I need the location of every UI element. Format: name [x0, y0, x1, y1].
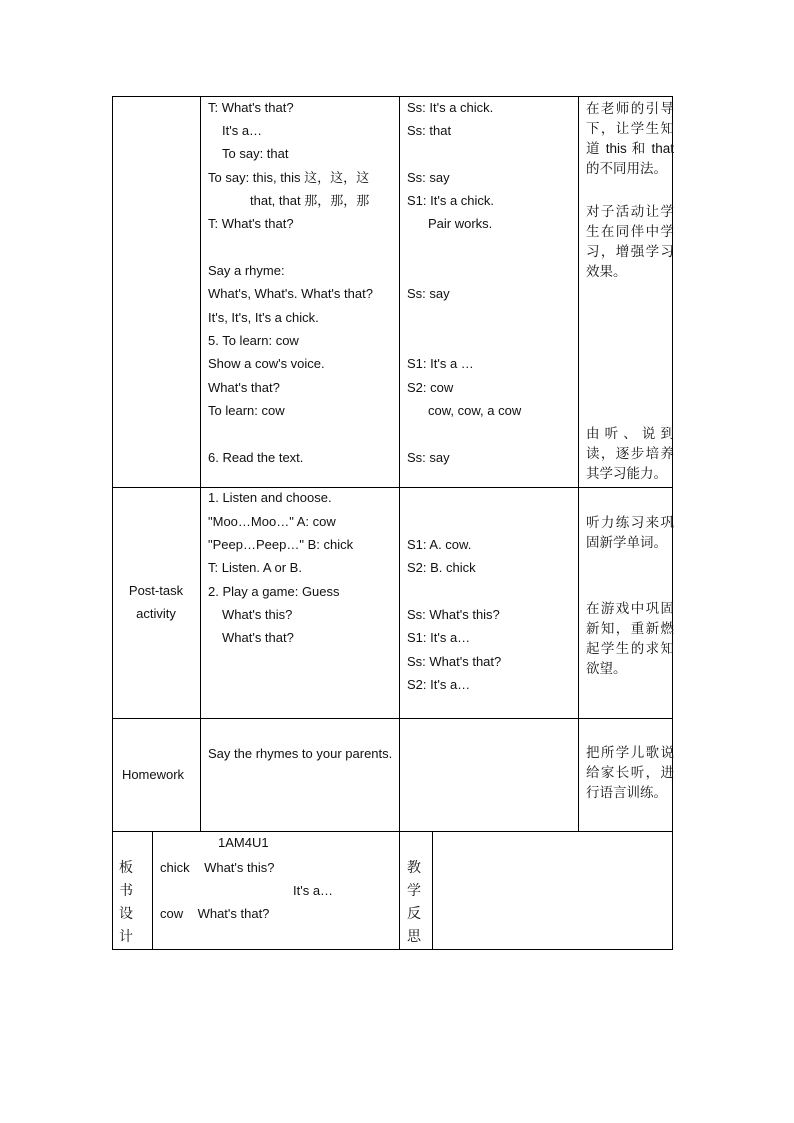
- row1-purpose-note-3: 由听、说到读，逐步培养其学习能力。: [586, 426, 674, 481]
- label-char: 教: [407, 859, 421, 875]
- text-line: It's, It's, It's a chick.: [208, 310, 319, 325]
- label-char: 学: [407, 882, 421, 898]
- text-line: To say: this, this 这，这，这: [208, 170, 370, 185]
- table-bottom-border: [112, 949, 673, 950]
- text-line: Show a cow's voice.: [208, 356, 325, 371]
- col-divider-1: [200, 96, 201, 831]
- text-line: It's a…: [222, 123, 263, 138]
- text-line: S2: cow: [407, 380, 454, 395]
- text-line: that, that 那，那，那: [250, 193, 370, 208]
- col-divider-3: [578, 96, 579, 831]
- text-line: S2: It's a…: [407, 677, 471, 692]
- text-line: S1: It's a…: [407, 630, 471, 645]
- post-task-stage-label: Post-task activity: [128, 583, 184, 621]
- text-line: Ss: say: [407, 170, 450, 185]
- homework-text: Say the rhymes to your parents.: [208, 746, 393, 761]
- label-char: 书: [119, 882, 133, 898]
- text-line: Ss: It's a chick.: [407, 100, 494, 115]
- text-line: What's this?: [222, 607, 293, 622]
- text-line: "Peep…Peep…" B: chick: [208, 537, 354, 552]
- text-line: "Moo…Moo…" A: cow: [208, 514, 336, 529]
- text-line: Say a rhyme:: [208, 263, 285, 278]
- text-line: To say: that: [222, 146, 289, 161]
- text-line: Ss: say: [407, 286, 450, 301]
- text-line: To learn: cow: [208, 403, 285, 418]
- board-title: 1AM4U1: [218, 835, 269, 850]
- board-line: chick What's this?: [160, 860, 275, 875]
- text-line: S2: B. chick: [407, 560, 476, 575]
- table-top-border: [112, 96, 673, 97]
- text-line: Ss: say: [407, 450, 450, 465]
- text-line: Pair works.: [428, 216, 493, 231]
- text-line: T: What's that?: [208, 216, 294, 231]
- text-line: 6. Read the text.: [208, 450, 304, 465]
- row-divider-2: [112, 718, 673, 719]
- text-line: S1: It's a …: [407, 356, 474, 371]
- row2-purpose-note-1: 听力练习来巩固新学单词。: [586, 515, 674, 550]
- text-line: Ss: What's this?: [407, 607, 500, 622]
- text-line: What's, What's. What's that?: [208, 286, 373, 301]
- text-line: 2. Play a game: Guess: [208, 584, 340, 599]
- text-line: cow, cow, a cow: [428, 403, 522, 418]
- label-char: 设: [119, 905, 133, 921]
- row2-purpose-note-2: 在游戏中巩固新知，重新燃起学生的求知欲望。: [586, 601, 674, 676]
- row1-purpose-note-2: 对子活动让学生在同伴中学习，增强学习效果。: [586, 204, 674, 279]
- text-line: What's that?: [222, 630, 294, 645]
- board-label-divider: [152, 831, 153, 949]
- text-line: S1: It's a chick.: [407, 193, 495, 208]
- text-line: 1. Listen and choose.: [208, 490, 332, 505]
- text-line: Ss: that: [407, 123, 452, 138]
- board-line: cow What's that?: [160, 906, 270, 921]
- text-line: Ss: What's that?: [407, 654, 502, 669]
- text-line: 5. To learn: cow: [208, 333, 299, 348]
- text-line: S1: A. cow.: [407, 537, 472, 552]
- label-char: 思: [407, 928, 421, 944]
- text-line: What's that?: [208, 380, 280, 395]
- label-char: 反: [407, 905, 421, 921]
- label-char: 板: [119, 859, 133, 875]
- text-line: T: What's that?: [208, 100, 294, 115]
- col-divider-2: [399, 96, 400, 950]
- table-left-border: [112, 96, 113, 950]
- homework-stage-label: Homework: [121, 767, 185, 782]
- board-line: It's a…: [293, 883, 334, 898]
- label-char: 计: [119, 928, 133, 944]
- row-divider-1: [112, 487, 673, 488]
- homework-purpose-note: 把所学儿歌说给家长听，进行语言训练。: [586, 745, 674, 800]
- row1-purpose-note-1: 在老师的引导下，让学生知道 this 和 that 的不同用法。: [586, 101, 674, 176]
- text-line: T: Listen. A or B.: [208, 560, 302, 575]
- reflection-content: [433, 832, 672, 949]
